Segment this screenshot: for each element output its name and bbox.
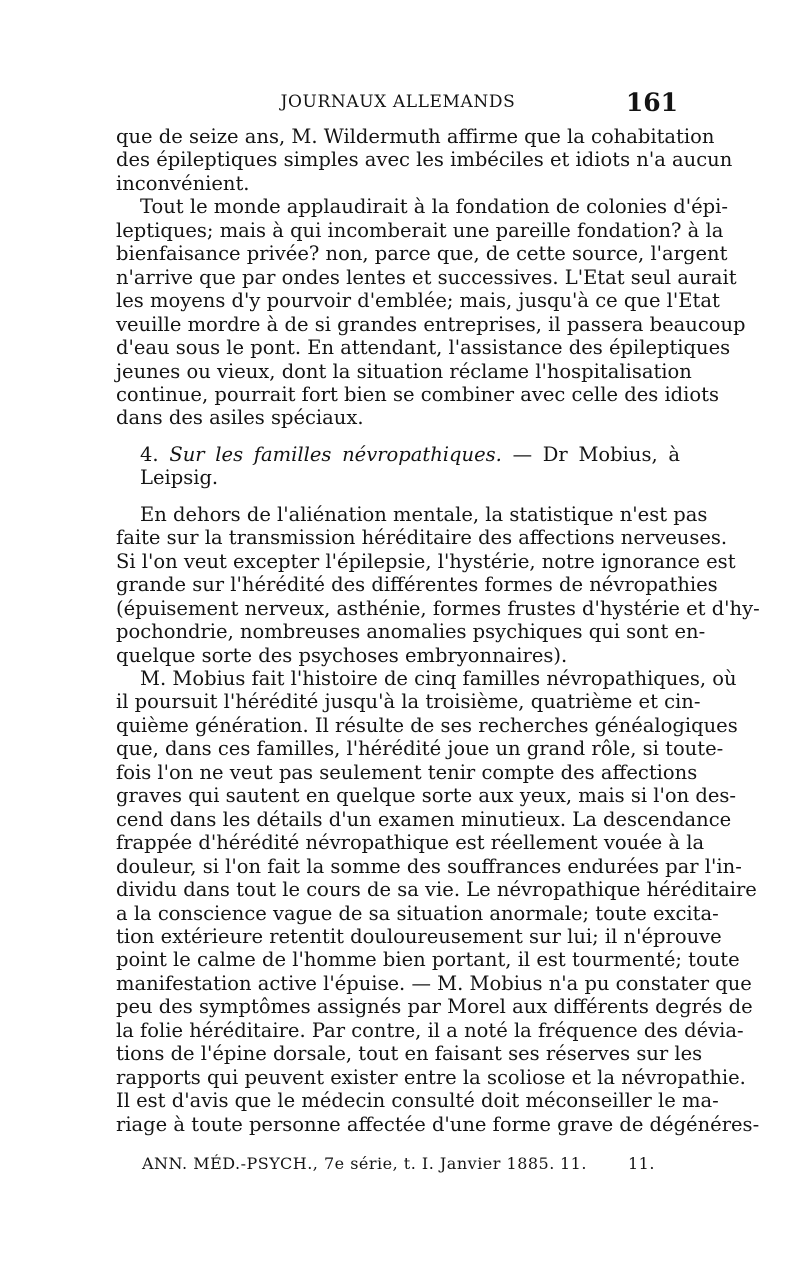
paragraph	[116, 666, 760, 1136]
text-line: rapports qui peuvent exister entre la scoliose et la névropathie.	[116, 1065, 746, 1089]
text-line: la folie héréditaire. Par contre, il a noté la fréquence des dévia-	[116, 1018, 744, 1042]
paragraph	[116, 125, 733, 195]
text-line: (épuisement nerveux, asthénie, formes frustes d'hystérie et d'hy-	[116, 596, 760, 620]
body-text	[116, 125, 760, 1136]
text-line: leptiques; mais à qui incomberait une pareille fondation? à la	[116, 218, 724, 242]
text-line: dans des asiles spéciaux.	[116, 406, 364, 430]
paragraph	[116, 502, 760, 667]
text-line: riage à toute personne affectée d'une forme grave de dégénéres-	[116, 1112, 760, 1136]
text-line: que de seize ans, M. Wildermuth affirme que la cohabitation	[116, 125, 715, 148]
paragraph	[116, 195, 746, 430]
text-line: continue, pourrait fort bien se combiner avec celle des idiots	[116, 382, 719, 406]
text-line: En dehors de l'aliénation mentale, la statistique n'est pas	[140, 502, 708, 526]
text-line: les moyens d'y pourvoir d'emblée; mais, jusqu'à ce que l'Etat	[116, 289, 720, 313]
text-line: quelque sorte des psychoses embryonnaires).	[116, 643, 568, 667]
text-line: Tout le monde applaudirait à la fondation de colonies d'épi-	[140, 195, 728, 219]
text-line: Il est d'avis que le médecin consulté doit méconseiller le ma-	[116, 1089, 719, 1113]
text-line: jeunes ou vieux, dont la situation réclame l'hospitalisation	[116, 359, 692, 383]
text-line: faite sur la transmission héréditaire des affections nerveuses.	[116, 526, 728, 550]
text-line: peu des symptômes assignés par Morel aux différents degrés de	[116, 995, 753, 1019]
text-line: manifestation active l'épuise. — M. Mobius n'a pu constater que	[116, 971, 752, 995]
text-line: Si l'on veut excepter l'épilepsie, l'hystérie, notre ignorance est	[116, 549, 736, 573]
text-line: d'eau sous le pont. En attendant, l'assistance des épileptiques	[116, 336, 731, 360]
text-line: bienfaisance privée? non, parce que, de cette source, l'argent	[116, 242, 728, 266]
text-line: M. Mobius fait l'histoire de cinq familles névropathiques, où	[140, 666, 737, 690]
text-line: frappée d'hérédité névropathique est réellement vouée à la	[116, 831, 705, 855]
text-line: grande sur l'hérédité des différentes formes de névropathies	[116, 573, 718, 597]
page-number: 161	[625, 88, 678, 117]
text-line: il poursuit l'hérédité jusqu'à la troisième, quatrième et cin-	[116, 690, 701, 714]
section-author: — Dr Mobius, à Leipsig.	[140, 442, 680, 490]
text-line: dividu dans tout le cours de sa vie. Le névropathique héréditaire	[116, 878, 757, 902]
text-line: n'arrive que par ondes lentes et successives. L'Etat seul aurait	[116, 265, 737, 289]
text-line: veuille mordre à de si grandes entreprises, il passera beaucoup	[116, 312, 746, 336]
footer-signature-mark: 11.	[560, 1154, 587, 1173]
text-line: douleur, si l'on fait la somme des souffrances endurées par l'in-	[116, 854, 742, 878]
text-line: des épileptiques simples avec les imbéciles et idiots n'a aucun	[116, 148, 733, 172]
text-line: que, dans ces familles, l'hérédité joue un grand rôle, si toute-	[116, 737, 724, 761]
section-heading	[116, 443, 680, 490]
text-line: pochondrie, nombreuses anomalies psychiques qui sont en-	[116, 620, 706, 644]
text-line: inconvénient.	[116, 171, 250, 195]
running-title: JOURNAUX ALLEMANDS	[280, 92, 516, 112]
footer-source: ANN. MÉD.-PSYCH., 7e série, t. I. Janvier 1885.	[142, 1154, 555, 1173]
text-line: quième génération. Il résulte de ses recherches généalogiques	[116, 713, 738, 737]
footer-signature-mark: 11.	[628, 1154, 655, 1173]
text-line: cend dans les détails d'un examen minutieux. La descendance	[116, 807, 732, 831]
section-title: Sur les familles névropathiques.	[169, 442, 502, 466]
text-line: fois l'on ne veut pas seulement tenir compte des affections	[116, 760, 698, 784]
text-line: graves qui sautent en quelque sorte aux yeux, mais si l'on des-	[116, 784, 736, 808]
page-header	[118, 88, 678, 118]
text-line: tions de l'épine dorsale, tout en faisant ses réserves sur les	[116, 1042, 703, 1066]
text-line: point le calme de l'homme bien portant, il est tourmenté; toute	[116, 948, 740, 972]
text-line: tion extérieure retentit douloureusement sur lui; il n'éprouve	[116, 924, 722, 948]
text-line: a la conscience vague de sa situation anormale; toute excita-	[116, 901, 719, 925]
section-number: 4.	[140, 442, 159, 466]
